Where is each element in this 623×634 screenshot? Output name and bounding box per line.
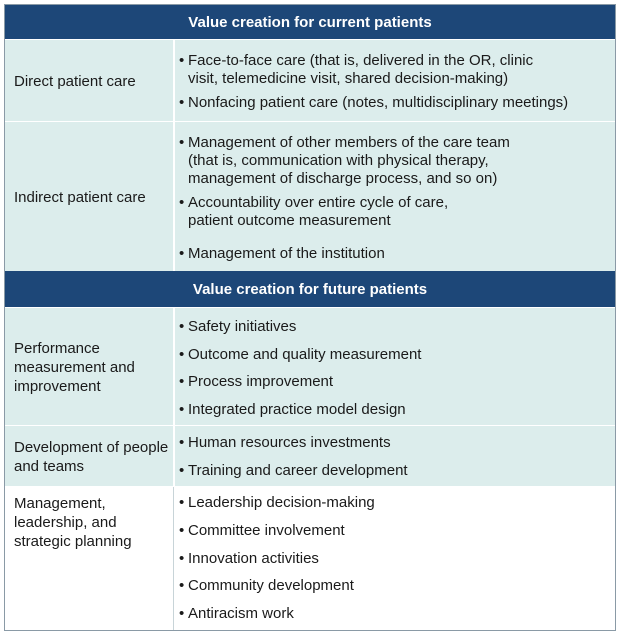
table-row-direct-patient-care [5, 39, 615, 122]
bullet-icon: • [179, 346, 185, 363]
bullet-icon: • [179, 245, 185, 262]
section-title: Value creation for future patients [192, 280, 428, 298]
list-item: • Human resources investments [179, 434, 391, 451]
bullet-icon: • [179, 134, 185, 151]
column-divider [173, 426, 175, 487]
bullet-icon: • [179, 494, 185, 511]
section-header-future-patients [5, 271, 615, 307]
bullet-icon: • [179, 550, 185, 567]
bullet-icon: • [179, 52, 185, 69]
category-label: Performance measurement and improvement [14, 339, 135, 395]
list-item: • Accountability over entire cycle of care, patient outcome measurement [179, 194, 449, 229]
bullet-icon: • [179, 401, 185, 418]
list-item: • Process improvement [179, 373, 334, 390]
bullet-icon: • [179, 434, 185, 451]
table-row-performance-measurement [5, 307, 615, 426]
list-item: • Innovation activities [179, 550, 319, 567]
value-creation-table [4, 4, 616, 631]
bullet-icon: • [179, 605, 185, 622]
list-item: • Integrated practice model design [179, 401, 406, 418]
category-label: Development of people and teams [14, 438, 169, 475]
list-item: • Nonfacing patient care (notes, multidisciplinary meetings) [179, 94, 569, 111]
category-label: Management, leadership, and strategic planning [14, 495, 132, 550]
bullet-icon: • [179, 194, 185, 211]
category-label: Direct patient care [14, 72, 136, 90]
bullet-icon: • [179, 318, 185, 335]
list-item: • Antiracism work [179, 605, 294, 622]
bullet-icon: • [179, 373, 185, 390]
section-header-current-patients [5, 5, 615, 39]
list-item: • Leadership decision-making [179, 494, 375, 511]
table-row-indirect-patient-care [5, 121, 615, 272]
table-row-management-leadership [5, 486, 615, 630]
column-divider [173, 487, 174, 630]
column-divider [173, 40, 175, 122]
list-item: • Management of the institution [179, 245, 385, 262]
section-title: Value creation for current patients [188, 13, 432, 31]
list-item: • Face-to-face care (that is, delivered in the OR, clinic visit, telemedicine visit, shared decision-making) [179, 52, 534, 87]
bullet-icon: • [179, 522, 185, 539]
column-divider [173, 122, 175, 272]
category-label: Indirect patient care [14, 188, 146, 206]
bullet-icon: • [179, 94, 185, 111]
list-item: • Committee involvement [179, 522, 345, 539]
list-item: • Management of other members of the care team (that is, communication with physical therapy, management of discharge process, and so on) [179, 134, 510, 187]
list-item: • Community development [179, 577, 354, 594]
list-item: • Training and career development [179, 462, 408, 479]
list-item: • Safety initiatives [179, 318, 297, 335]
bullet-icon: • [179, 577, 185, 594]
list-item: • Outcome and quality measurement [179, 346, 422, 363]
column-divider [173, 308, 175, 426]
bullet-icon: • [179, 462, 185, 479]
table-row-development-people-teams [5, 425, 615, 487]
